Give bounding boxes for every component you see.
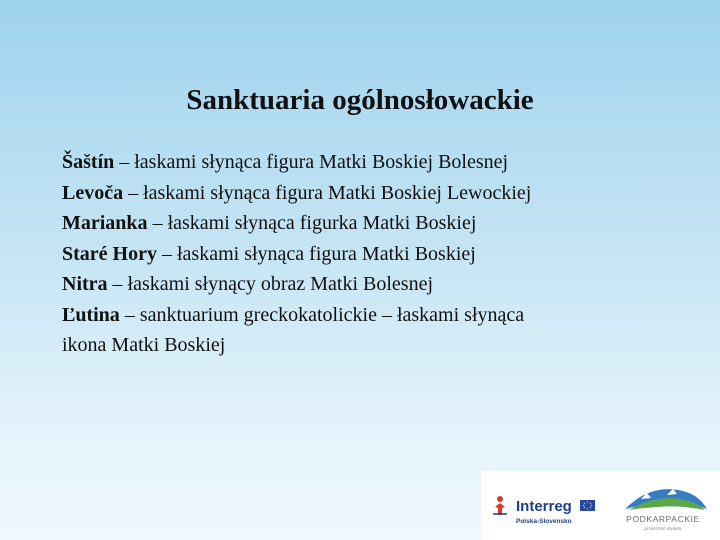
sanctuary-description: ikona Matki Boskiej — [62, 334, 226, 356]
sanctuary-description: – sanktuarium greckokatolickie – łaskami słynąca — [119, 303, 525, 326]
slide-title: Sanktuaria ogólnosłowackie — [186, 84, 534, 116]
sanctuary-description: – łaskami słynąca figura Matki Boskiej Bolesnej — [114, 151, 509, 173]
list-item-continuation — [62, 330, 662, 361]
sanctuary-description: – łaskami słynąca figura Matki Boskiej Lewockiej — [123, 181, 532, 204]
mountains-icon — [625, 489, 707, 510]
sanctuary-description: – łaskami słynąca figura Matki Boskiej — [156, 242, 476, 265]
interreg-logo — [487, 481, 597, 531]
interreg-subtitle: Polska-Slovensko — [516, 518, 572, 525]
sanctuary-name: Levoča — [62, 181, 124, 204]
list-item — [62, 178, 662, 209]
footer-logo-bar — [481, 471, 720, 540]
sanctuary-name: Nitra — [62, 273, 108, 295]
eu-flag-icon — [580, 500, 595, 511]
interreg-title: Interreg — [516, 498, 572, 515]
podkarpackie-subtitle: przestrzeń otwarta — [644, 526, 682, 531]
sanctuary-name: Šaštín — [62, 151, 115, 173]
sanctuary-list — [62, 147, 662, 361]
list-item — [62, 147, 662, 178]
podkarpackie-logo — [611, 477, 716, 535]
list-item — [62, 239, 662, 270]
sanctuary-description: – łaskami słynący obraz Matki Bolesnej — [107, 273, 434, 295]
sanctuary-description: – łaskami słynąca figurka Matki Boskiej — [147, 212, 477, 234]
sanctuary-name: Staré Hory — [62, 242, 157, 265]
list-item — [62, 208, 662, 239]
podkarpackie-title: PODKARPACKIE — [626, 514, 700, 524]
sanctuary-name: Ľutina — [62, 303, 120, 326]
list-item — [62, 300, 662, 331]
sanctuary-name: Marianka — [62, 212, 148, 234]
interreg-figure-icon — [493, 496, 507, 515]
list-item — [62, 269, 662, 300]
